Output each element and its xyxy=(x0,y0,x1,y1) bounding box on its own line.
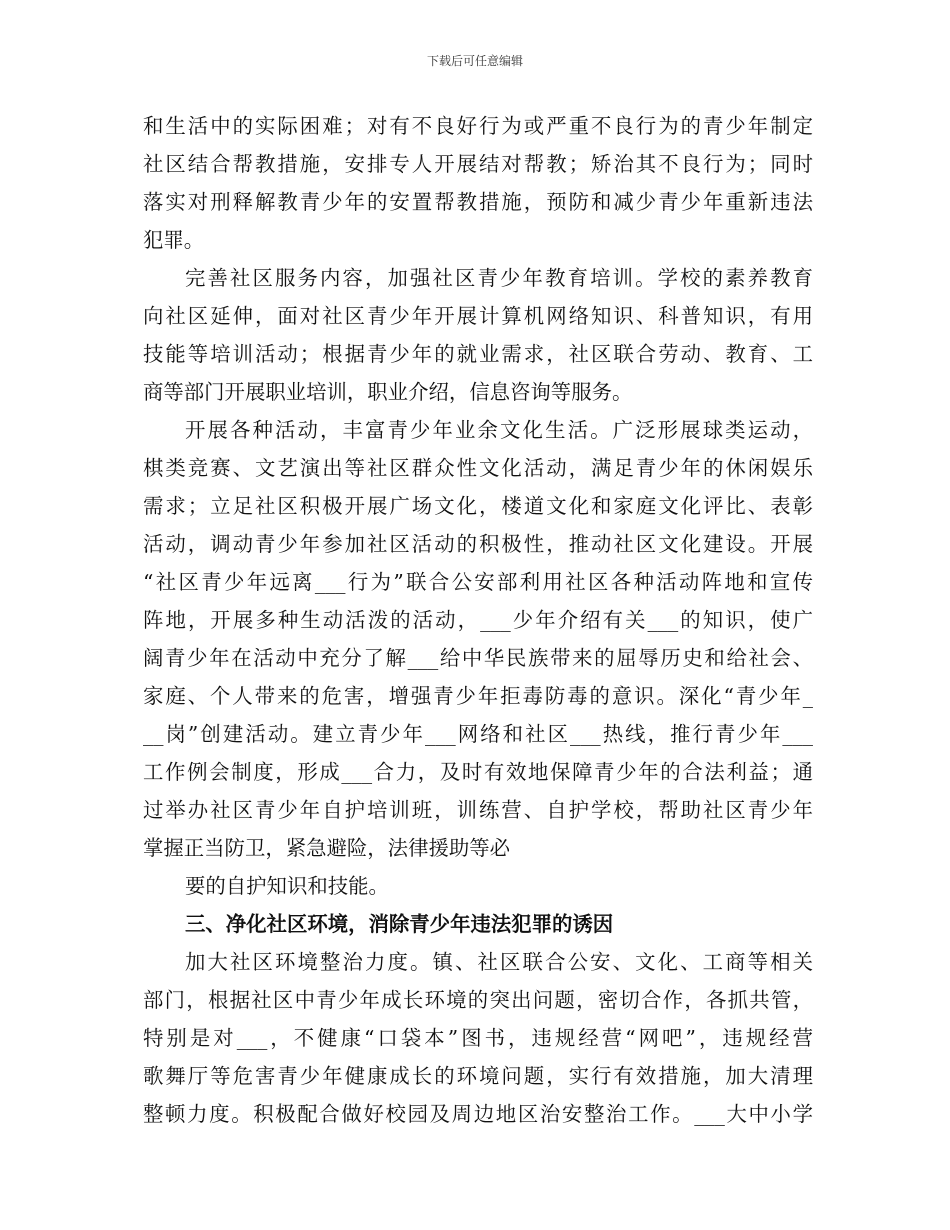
body-line: 社区结合帮教措施，安排专人开展结对帮教；矫治其不良行为；同时 xyxy=(143,152,813,176)
body-line: __岗”创建活动。建立青少年___网络和社区___热线，推行青少年___ xyxy=(143,722,813,746)
body-line: 部门，根据社区中青少年成长环境的突出问题，密切合作，各抓共管， xyxy=(143,988,813,1012)
paragraph-first-line: 完善社区服务内容，加强社区青少年教育培训。学校的素养教育 xyxy=(185,266,813,290)
paragraph-first-line: 加大社区环境整治力度。镇、社区联合公安、文化、工商等相关 xyxy=(185,950,813,974)
body-line: 商等部门开展职业培训，职业介绍，信息咨询等服务。 xyxy=(143,380,633,404)
body-line: “社区青少年远离___行为”联合公安部利用社区各种活动阵地和宣传 xyxy=(143,570,813,594)
page-header: 下载后可任意编辑 xyxy=(426,54,523,68)
body-line: 技能等培训活动；根据青少年的就业需求，社区联合劳动、教育、工 xyxy=(143,342,813,366)
paragraph-first-line: 开展各种活动，丰富青少年业余文化生活。广泛形展球类运动， xyxy=(185,418,813,442)
body-line: 阵地，开展多种生动活泼的活动，___少年介绍有关___的知识，使广 xyxy=(143,608,813,632)
paragraph-first-line: 要的自护知识和技能。 xyxy=(185,874,389,898)
body-line: 犯罪。 xyxy=(143,228,205,252)
body-line: 歌舞厅等危害青少年健康成长的环境问题，实行有效措施，加大清理 xyxy=(143,1064,813,1088)
body-line: 工作例会制度，形成___合力，及时有效地保障青少年的合法利益；通 xyxy=(143,760,813,784)
body-line: 整顿力度。积极配合做好校园及周边地区治安整治工作。___大中小学 xyxy=(143,1102,813,1126)
body-line: 向社区延伸，面对社区青少年开展计算机网络知识、科普知识，有用 xyxy=(143,304,813,328)
body-line: 需求；立足社区积极开展广场文化，楼道文化和家庭文化评比、表彰 xyxy=(143,494,813,518)
body-line: 掌握正当防卫，紧急避险，法律援助等必 xyxy=(143,836,511,860)
body-line: 特别是对___，不健康“口袋本”图书，违规经营“网吧”，违规经营 xyxy=(143,1026,813,1050)
body-line: 活动，调动青少年参加社区活动的积极性，推动社区文化建设。开展 xyxy=(143,532,813,556)
body-line: 和生活中的实际困难；对有不良好行为或严重不良行为的青少年制定 xyxy=(143,114,813,138)
body-line: 过举办社区青少年自护培训班，训练营、自护学校，帮助社区青少年 xyxy=(143,798,813,822)
body-line: 棋类竞赛、文艺演出等社区群众性文化活动，满足青少年的休闲娱乐 xyxy=(143,456,813,480)
section-heading: 三、净化社区环境，消除青少年违法犯罪的诱因 xyxy=(185,912,614,936)
body-line: 阔青少年在活动中充分了解___给中华民族带来的屈辱历史和给社会、 xyxy=(143,646,813,670)
body-line: 落实对刑释解教青少年的安置帮教措施，预防和减少青少年重新违法 xyxy=(143,190,813,214)
body-line: 家庭、个人带来的危害，增强青少年拒毒防毒的意识。深化“青少年_ xyxy=(143,684,813,708)
